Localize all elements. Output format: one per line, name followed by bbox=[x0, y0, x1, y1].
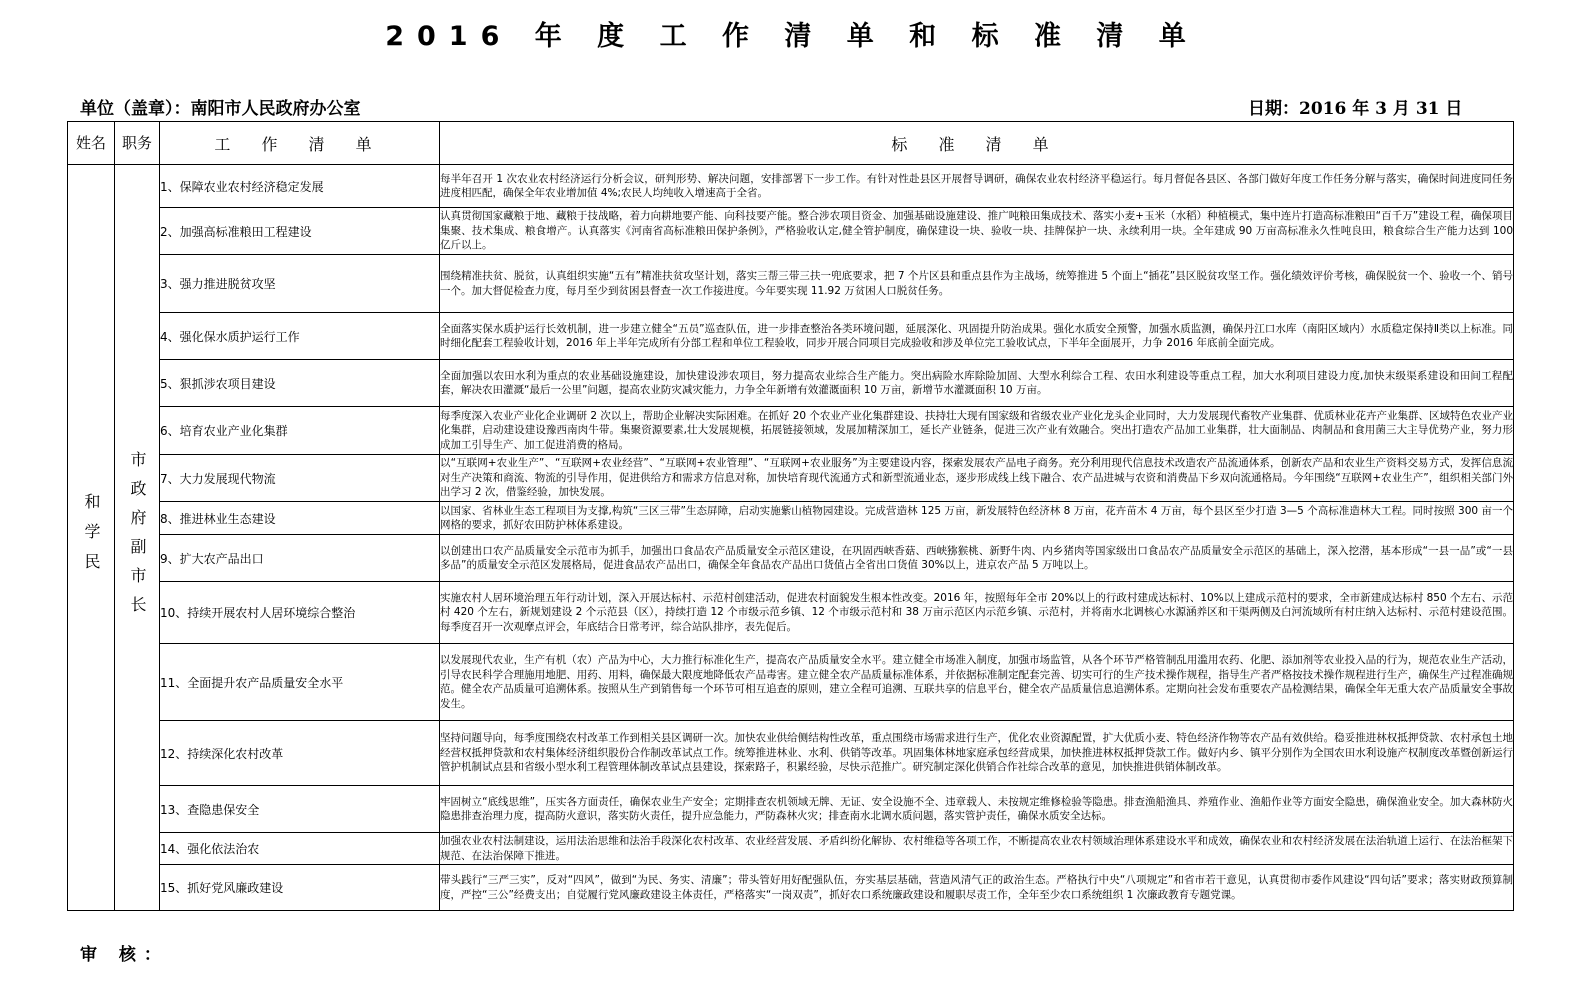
work-item: 13、查隐患保安全 bbox=[160, 786, 440, 833]
standard-item: 以发展现代农业，生产有机（农）产品为中心，大力推行标准化生产，提高农产品质量安全水平。建立健全市场准入制度，加强市场监管，从各个环节严格管制乱用滥用农药、化肥、添加剂等农业投入品的行为，规范农业生产活动，引导农民科学合理施用地肥、用药、用料，确保最大限度地降低农产品毒害。建立健全农产品质量标准体系，并依据标准制定配套完善、切实可行的生产技术操作规程，指导生产者严格按技术操作规程进行生产，确保生产过程准确规范。健全农产品质量可追溯体系。按照从生产到销售每一个环节可相互追查的原则，建立全程可追溯、互联共享的信息平台，健全农产品质量信息追溯体系。定期向社会发布重要农产品检测结果，确保全年无重大农产品质量安全事故发生。 bbox=[440, 644, 1514, 721]
person-post: 市政府副市长 bbox=[128, 450, 147, 625]
work-item: 5、狠抓涉农项目建设 bbox=[160, 360, 440, 407]
unit-label: 单位（盖章）：南阳市人民政府办公室 bbox=[80, 99, 361, 119]
work-item: 3、强力推进脱贫攻坚 bbox=[160, 255, 440, 313]
standard-item: 围绕精准扶贫、脱贫，认真组织实施“五有”精准扶贫攻坚计划，落实三帮三带三扶一兜底要求，把 7 个片区县和重点县作为主战场，统筹推进 5 个面上“插花”县区脱贫攻坚工作。强化绩效评价考核，确保脱贫一个、验收一个、销号一个。加大督促检查力度，每月至少到贫困县督查一次工作接进度。今年要实现 11.92 万贫困人口脱贫任务。 bbox=[440, 255, 1514, 313]
standard-item: 以“互联网+农业生产”、“互联网+农业经营”、“互联网+农业管理”、“互联网+农业服务”为主要建设内容，探索发展农产品电子商务。充分利用现代信息技术改造农产品流通体系，创新农产品和农业生产资料交易方式，发挥信息流对生产决策和商流、物流的引导作用，促进供给方和需求方信息对称，加快培育现代流通方式和新型流通业态，逐步形成线上线下融合、农产品进城与农资和消费品下乡双向流通格局。今年围绕“互联网+农业生产”，组织相关部门外出学习 2 次，借鉴经验，加快发展。 bbox=[440, 455, 1514, 502]
header-work-list: 工 作 清 单 bbox=[160, 122, 440, 165]
work-standard-table bbox=[67, 121, 1514, 911]
standard-item: 全面落实保水质护运行长效机制，进一步建立健全“五员”巡查队伍，进一步排查整治各类环境问题，延展深化、巩固提升防治成果。强化水质安全预警，加强水质监测，确保丹江口水库（南阳区域内）水质稳定保持Ⅱ类以上标准。同时细化配套工程验收计划，2016 年上半年完成所有分部工程和单位工程验收，同步开展合同项目完成验收和涉及单位完工验收试点，下半年全面展开，力争 2016 年底前全面完成。 bbox=[440, 313, 1514, 360]
work-item: 2、加强高标准粮田工程建设 bbox=[160, 208, 440, 255]
work-item: 14、强化依法治农 bbox=[160, 833, 440, 865]
table-body bbox=[68, 165, 1514, 911]
standard-item: 加强农业农村法制建设，运用法治思维和法治手段深化农村改革、农业经营发展、矛盾纠纷化解协、农村维稳等各项工作，不断提高农业农村领域治理体系建设水平和成效，确保农业和农村经济发展在法治轨道上运行、在法治框架下规范、在法治保障下推进。 bbox=[440, 833, 1514, 865]
work-item: 8、推进林业生态建设 bbox=[160, 502, 440, 535]
work-item: 4、强化保水质护运行工作 bbox=[160, 313, 440, 360]
date-label: 日期：2016 年 3 月 31 日 bbox=[1248, 99, 1463, 119]
work-item: 1、保障农业农村经济稳定发展 bbox=[160, 165, 440, 208]
review-label: 审 核： bbox=[80, 945, 169, 965]
header-post: 职务 bbox=[115, 122, 160, 165]
header-name: 姓名 bbox=[68, 122, 115, 165]
work-item: 7、大力发展现代物流 bbox=[160, 455, 440, 502]
person-name: 和学民 bbox=[82, 492, 101, 583]
standard-item: 带头践行“三严三实”，反对“四风”，做到“为民、务实、清廉”；带头管好用好配强队伍，夯实基层基础，营造风清气正的政治生态。严格执行中央“八项规定”和省市若干意见，认真贯彻市委作风建设“四句话”要求；落实财政预算制度，严控“三公”经费支出；自觉履行党风廉政建设主体责任，严格落实“一岗双责”，抓好农口系统廉政建设和履职尽责工作，全年至少农口系统组织 1 次廉政教育专题党课。 bbox=[440, 865, 1514, 911]
standard-item: 坚持问题导向，每季度围绕农村改革工作到相关县区调研一次。加快农业供给侧结构性改革，重点围绕市场需求进行生产，优化农业资源配置，扩大优质小麦、特色经济作物等农产品有效供给。稳妥推进林权抵押贷款、农村承包土地经营权抵押贷款和农村集体经济组织股份合作制改革试点工作。统筹推进林业、水利、供销等改革。巩固集体林地家庭承包经营成果，加快推进林权抵押贷款工作。做好内乡、镇平分别作为全国农田水利设施产权制度改革暨创新运行管护机制试点县和省级小型水利工程管理体制改革试点县建设，探索路子，积累经验，尽快示范推广。研究制定深化供销合作社综合改革的意见，加快推进供销体制改革。 bbox=[440, 721, 1514, 786]
work-item: 6、培育农业产业化集群 bbox=[160, 407, 440, 455]
standard-item: 实施农村人居环境治理五年行动计划，深入开展达标村、示范村创建活动，促进农村面貌发生根本性改变。2016 年，按照每年全市 20%以上的行政村建成达标村、10%以上建成示范村的要求，全市新建成达标村 850 个左右、示范村 420 个左右，新规划建设 2 个示范县（区），持续打造 12 个市级示范乡镇、12 个市级示范村和 38 万亩示范区内示范乡镇、示范村，并将南水北调核心水源涵养区和干渠两侧及白河流域所有村庄纳入达标村、示范村建设范围。每季度召开一次观摩点评会，年底结合日常考评，综合站队排序，表先促后。 bbox=[440, 582, 1514, 644]
work-item: 11、全面提升农产品质量安全水平 bbox=[160, 644, 440, 721]
work-item: 10、持续开展农村人居环境综合整治 bbox=[160, 582, 440, 644]
person-name-cell bbox=[68, 165, 115, 911]
standard-item: 每季度深入农业产业化企业调研 2 次以上，帮助企业解决实际困难。在抓好 20 个农业产业化集群建设、扶持壮大现有国家级和省级农业产业化龙头企业同时，大力发展现代畜牧产业集群、优质林业花卉产业集群、区域特色农业产业化集群，启动建设建设豫西南肉牛带。集聚资源要素,壮大发展规模，拓展链接领域，发展加精深加工，延长产业链条，促进三次产业有效融合。突出打造农产品加工业集群，壮大面制品、肉制品和食用菌三大主导优势产业，努力形成加工引导生产、加工促进消费的格局。 bbox=[440, 407, 1514, 455]
standard-item: 全面加强以农田水利为重点的农业基础设施建设，加快建设涉农项目，努力提高农业综合生产能力。突出病险水库除险加固、大型水利综合工程、农田水利建设等重点工程，加大水利项目建设力度,加快末级渠系建设和田间工程配套，解决农田灌溉“最后一公里”问题，提高农业防灾减灾能力，力争全年新增有效灌溉面积 10 万亩，新增节水灌溉面积 10 万亩。 bbox=[440, 360, 1514, 407]
person-post-cell bbox=[115, 165, 160, 911]
standard-item: 以创建出口农产品质量安全示范市为抓手，加强出口食品农产品质量安全示范区建设，在巩固西峡香菇、西峡猕猴桃、新野牛肉、内乡猪肉等国家级出口食品农产品质量安全示范区的基础上，深入挖潜，基本形成“一县一品”或“一县多品”的质量安全示范区发展格局，促进食品农产品出口，确保全年食品农产品出口货值占全省出口货值 30%以上，进京农产品 5 万吨以上。 bbox=[440, 535, 1514, 582]
standard-item: 认真贯彻国家藏粮于地、藏粮于技战略，着力向耕地要产能、向科技要产能。整合涉农项目资金、加强基础设施建设、推广吨粮田集成技术、落实小麦+玉米（水稻）种植模式，集中连片打造高标准粮田“百千万”建设工程，确保项目集聚、技术集成、粮食增产。认真落实《河南省高标准粮田保护条例》，严格验收认定,健全管护制度，确保建设一块、验收一块、挂牌保护一块、永续利用一块。全年建成 90 万亩高标准永久性吨良田，粮食综合生产能力达到 100 亿斤以上。 bbox=[440, 208, 1514, 255]
work-item: 15、抓好党风廉政建设 bbox=[160, 865, 440, 911]
standard-item: 每半年召开 1 次农业农村经济运行分析会议，研判形势、解决问题，安排部署下一步工作。有针对性赴县区开展督导调研，确保农业农村经济平稳运行。每月督促各县区、各部门做好年度工作任务分解与落实，确保时间进度同任务进度相匹配，确保全年农业增加值 4%;农民人均纯收入增速高于全省。 bbox=[440, 165, 1514, 208]
standard-item: 以国家、省林业生态工程项目为支撑,构筑“三区三带”生态屏障，启动实施紫山植物园建设。完成营造林 125 万亩，新发展特色经济林 8 万亩，花卉苗木 4 万亩，每个县区至少打造 3—5 个高标准造林大工程。同时按照 300 亩一个网格的要求，抓好农田防护林体系建设。 bbox=[440, 502, 1514, 535]
standard-item: 牢固树立“底线思维”，压实各方面责任，确保农业生产安全；定期排查农机领域无牌、无证、安全设施不全、违章载人、未按规定维修检验等隐患。排查渔船渔具、养殖作业、渔船作业等方面安全隐患，确保渔业安全。加大森林防火隐患排查治理力度，提高防火意识，落实防火责任，提升应急能力，严防森林火灾；排查南水北调水质问题，落实管护责任，确保水质安全达标。 bbox=[440, 786, 1514, 833]
work-item: 9、扩大农产品出口 bbox=[160, 535, 440, 582]
header-standard-list: 标 准 清 单 bbox=[440, 122, 1514, 165]
document-title: 2016 年 度 工 作 清 单 和 标 准 清 单 bbox=[385, 21, 1199, 52]
work-item: 12、持续深化农村改革 bbox=[160, 721, 440, 786]
